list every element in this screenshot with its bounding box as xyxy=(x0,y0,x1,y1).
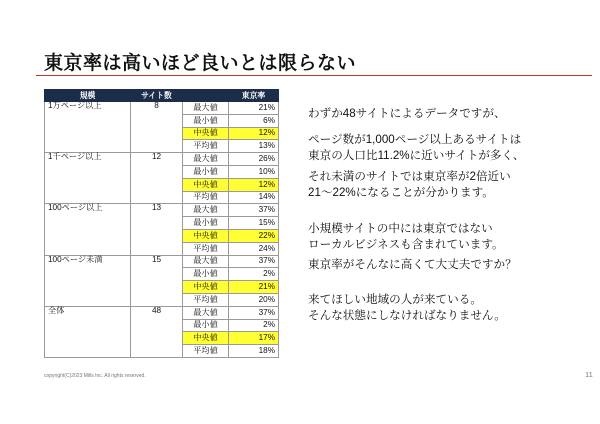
stat-label-cell: 最小値 xyxy=(183,165,229,178)
bullet-1: わずか48サイトによるデータですが、 xyxy=(308,107,506,120)
site-count-cell: 48 xyxy=(131,306,183,357)
tokyo-rate-cell: 12% xyxy=(229,178,279,191)
site-count-cell: 8 xyxy=(131,102,183,153)
tokyo-rate-cell: 37% xyxy=(229,306,279,319)
tokyo-rate-cell: 24% xyxy=(229,242,279,255)
stat-label-cell: 平均値 xyxy=(183,345,229,358)
stat-label-cell: 最大値 xyxy=(183,306,229,319)
scale-cell: 1千ページ以上 xyxy=(45,153,131,204)
slide-title: 東京率は高いほど良いとは限らない xyxy=(44,52,357,74)
table-row xyxy=(45,204,279,217)
site-count-cell: 12 xyxy=(131,153,183,204)
stat-label-cell: 最小値 xyxy=(183,114,229,127)
site-count-cell: 13 xyxy=(131,204,183,255)
table-row xyxy=(45,306,279,319)
tokyo-rate-cell: 21% xyxy=(229,102,279,115)
tokyo-rate-cell: 13% xyxy=(229,140,279,153)
stat-label-cell: 平均値 xyxy=(183,191,229,204)
site-count-cell: 15 xyxy=(131,255,183,306)
stat-label-cell: 最小値 xyxy=(183,217,229,230)
bullet-5: 東京率がそんなに高くて大丈夫ですか？ xyxy=(308,258,517,271)
stat-label-cell: 中央値 xyxy=(183,178,229,191)
scale-cell: 1万ページ以上 xyxy=(45,102,131,153)
bullet-3: それ未満のサイトでは東京率が2倍近い 21～22%になることが分かります。 xyxy=(308,170,511,199)
table-body xyxy=(45,102,279,358)
bullet-2: ページ数が1,000ページ以上あるサイトは 東京の人口比11.2%に近いサイトが多く、 xyxy=(308,133,525,162)
stat-label-cell: 最大値 xyxy=(183,153,229,166)
tokyo-rate-cell: 15% xyxy=(229,217,279,230)
table-header-row xyxy=(45,90,279,102)
header-tokyo-rate: 東京率 xyxy=(229,90,279,102)
tokyo-rate-cell: 12% xyxy=(229,127,279,140)
stat-label-cell: 中央値 xyxy=(183,229,229,242)
tokyo-rate-cell: 20% xyxy=(229,293,279,306)
tokyo-rate-cell: 17% xyxy=(229,332,279,345)
copyright-text: copyright(C)2023 Mills Inc. All rights reserved. xyxy=(44,373,146,379)
stat-label-cell: 中央値 xyxy=(183,332,229,345)
tokyo-rate-cell: 37% xyxy=(229,255,279,268)
header-scale: 規模 xyxy=(45,90,131,102)
table-row xyxy=(45,102,279,115)
stat-label-cell: 最大値 xyxy=(183,102,229,115)
tokyo-rate-cell: 2% xyxy=(229,319,279,332)
tokyo-rate-table xyxy=(44,89,279,358)
bullet-6: 来てほしい地域の人が来ている。 そんな状態にしなければなりません。 xyxy=(308,293,506,322)
scale-cell: 100ページ以上 xyxy=(45,204,131,255)
table-row xyxy=(45,153,279,166)
stat-label-cell: 最大値 xyxy=(183,204,229,217)
stat-label-cell: 最小値 xyxy=(183,319,229,332)
stat-label-cell: 平均値 xyxy=(183,140,229,153)
table-row xyxy=(45,255,279,268)
stat-label-cell: 中央値 xyxy=(183,281,229,294)
stat-label-cell: 最大値 xyxy=(183,255,229,268)
scale-cell: 100ページ未満 xyxy=(45,255,131,306)
tokyo-rate-cell: 22% xyxy=(229,229,279,242)
tokyo-rate-cell: 14% xyxy=(229,191,279,204)
tokyo-rate-cell: 26% xyxy=(229,153,279,166)
tokyo-rate-cell: 18% xyxy=(229,345,279,358)
stat-label-cell: 最小値 xyxy=(183,268,229,281)
tokyo-rate-cell: 21% xyxy=(229,281,279,294)
stat-label-cell: 平均値 xyxy=(183,293,229,306)
bullet-4: 小規模サイトの中には東京ではない ローカルビジネスも含まれています。 xyxy=(308,222,504,251)
header-site-count: サイト数 xyxy=(131,90,183,102)
page-number: 11 xyxy=(585,370,593,379)
tokyo-rate-cell: 2% xyxy=(229,268,279,281)
tokyo-rate-cell: 6% xyxy=(229,114,279,127)
tokyo-rate-cell: 37% xyxy=(229,204,279,217)
tokyo-rate-cell: 10% xyxy=(229,165,279,178)
header-stat xyxy=(183,90,229,102)
title-underline xyxy=(36,75,592,76)
stat-label-cell: 平均値 xyxy=(183,242,229,255)
scale-cell: 全体 xyxy=(45,306,131,357)
stat-label-cell: 中央値 xyxy=(183,127,229,140)
